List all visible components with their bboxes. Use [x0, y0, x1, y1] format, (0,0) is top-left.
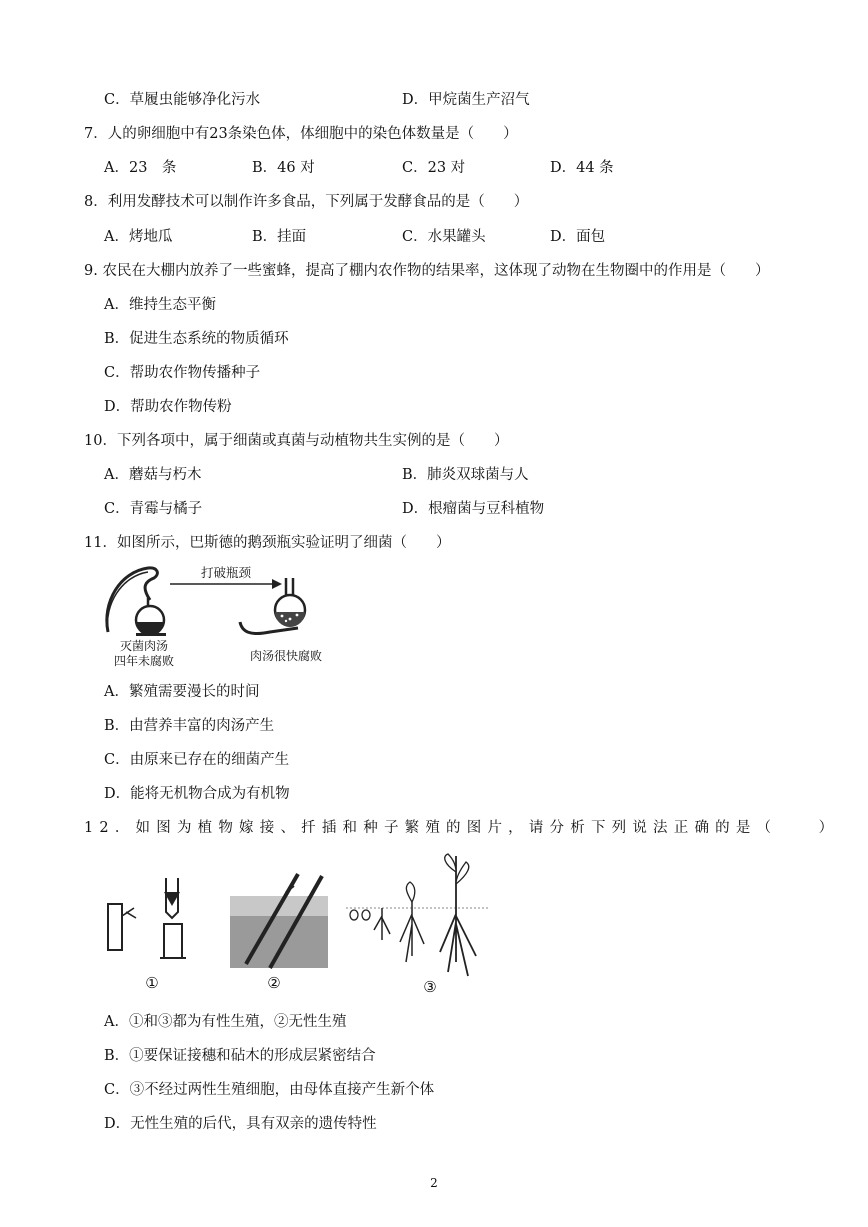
q12-option-c: C．③不经过两性生殖细胞，由母体直接产生新个体: [104, 1082, 435, 1098]
grafting-icon: [108, 878, 186, 958]
q11-stem: 11．如图所示，巴斯德的鹅颈瓶实验证明了细菌（ ）: [84, 535, 451, 551]
left-label-1: 灭菌肉汤: [119, 639, 169, 653]
page-number: 2: [430, 1176, 438, 1190]
swan-neck-flask-figure: [100, 562, 335, 672]
label-3: ③: [423, 978, 437, 996]
q11-option-b: B．由营养丰富的肉汤产生: [104, 718, 275, 734]
arrow-label: 打破瓶颈: [200, 565, 252, 580]
q7-stem: 7．人的卵细胞中有23条染色体，体细胞中的染色体数量是（ ）: [84, 126, 518, 142]
q8-stem: 8．利用发酵技术可以制作许多食品，下列属于发酵食品的是（ ）: [84, 194, 529, 210]
q8-option-a: A．烤地瓜: [104, 229, 173, 245]
q6-option-c: C．草履虫能够净化污水: [104, 92, 261, 108]
q12-option-b: B．①要保证接穗和砧木的形成层紧密结合: [104, 1048, 376, 1064]
q10-stem: 10．下列各项中，属于细菌或真菌与动植物共生实例的是（ ）: [84, 433, 509, 449]
q11-option-d: D．能将无机物合成为有机物: [104, 786, 290, 802]
arrow-head-icon: [272, 579, 282, 589]
seed-growth-icon: [346, 854, 490, 976]
q12-option-d: D．无性生殖的后代，具有双亲的遗传特性: [104, 1116, 377, 1132]
q12-option-a: A．①和③都为有性生殖，②无性生殖: [104, 1014, 347, 1030]
cutting-icon: [230, 874, 328, 968]
q9-option-b: B．促进生态系统的物质循环: [104, 331, 289, 347]
q8-option-d: D．面包: [550, 229, 606, 245]
q9-option-d: D．帮助农作物传粉: [104, 399, 232, 415]
label-2: ②: [267, 974, 281, 992]
q8-option-b: B．挂面: [252, 229, 307, 245]
q12-stem: 12．如图为植物嫁接、扦插和种子繁殖的图片，请分析下列说法正确的是（ ）: [84, 820, 840, 836]
q10-option-c: C．青霉与橘子: [104, 501, 203, 517]
q7-option-c: C．23 对: [402, 160, 466, 176]
q6-option-d: D．甲烷菌生产沼气: [402, 92, 530, 108]
q10-option-d: D．根瘤菌与豆科植物: [402, 501, 545, 517]
q9-stem: 9. 农民在大棚内放养了一些蜜蜂，提高了棚内农作物的结果率，这体现了动物在生物圈中的作用是（ ）: [84, 263, 770, 279]
label-1: ①: [145, 974, 159, 992]
right-label: 肉汤很快腐败: [249, 649, 323, 663]
q10-option-a: A．蘑菇与朽木: [104, 467, 202, 483]
q9-option-c: C．帮助农作物传播种子: [104, 365, 261, 381]
q11-option-a: A．繁殖需要漫长的时间: [104, 684, 260, 700]
q7-option-b: B．46 对: [252, 160, 315, 176]
swan-neck-flask-icon: [107, 568, 166, 636]
q8-option-c: C．水果罐头: [402, 229, 486, 245]
left-label-2: 四年未腐败: [113, 654, 175, 668]
q7-option-a: A．23 条: [104, 160, 177, 176]
q9-option-a: A．维持生态平衡: [104, 297, 216, 313]
q10-option-b: B．肺炎双球菌与人: [402, 467, 529, 483]
propagation-figure: [100, 852, 495, 998]
q11-option-c: C．由原来已存在的细菌产生: [104, 752, 290, 768]
q7-option-d: D．44 条: [550, 160, 614, 176]
